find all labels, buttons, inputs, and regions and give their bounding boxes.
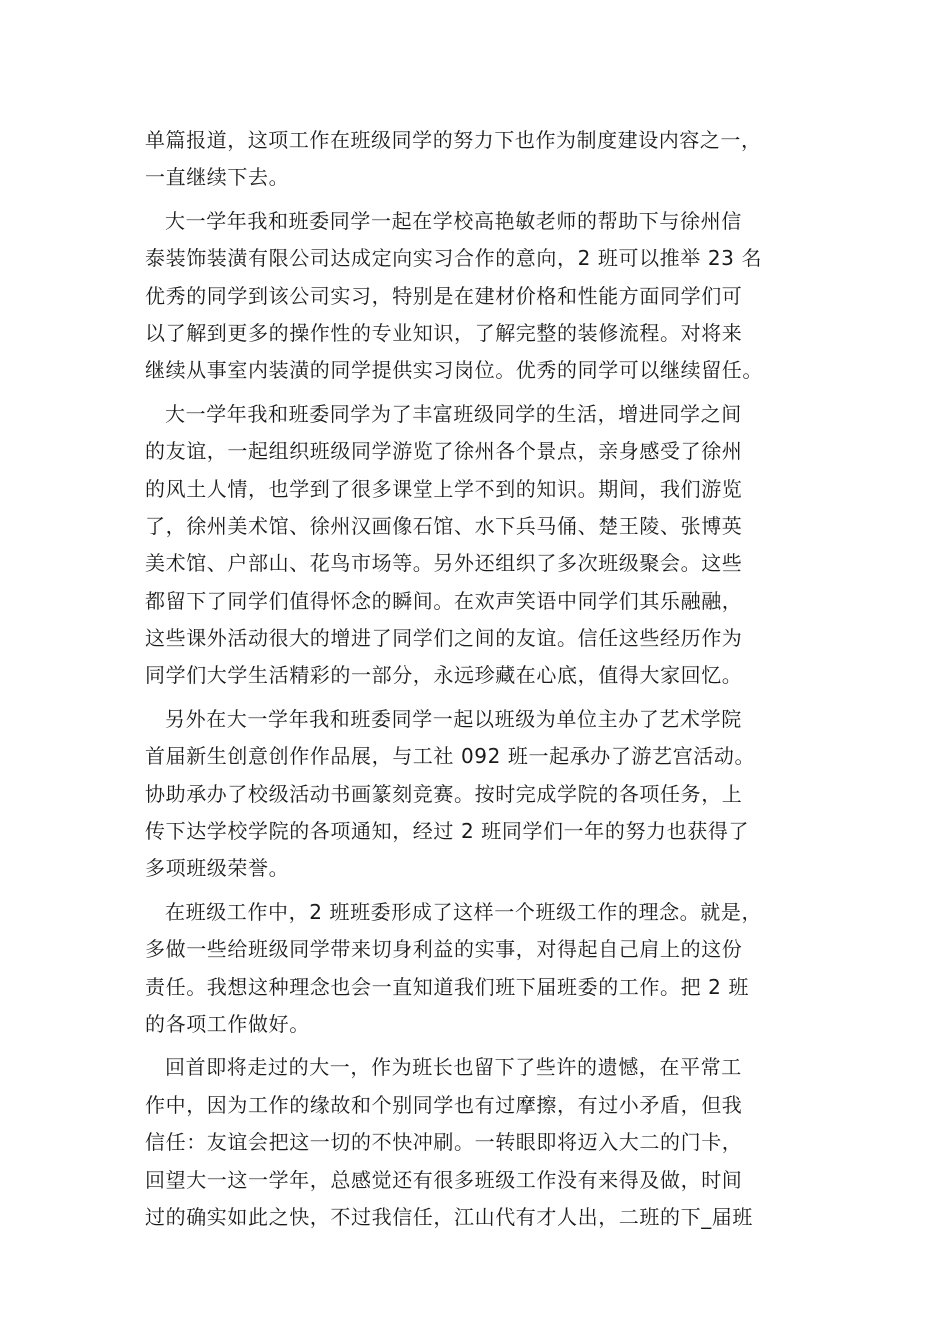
text-line: 多项班级荣誉。 xyxy=(145,856,290,881)
text-line: 另外在大一学年我和班委同学一起以班级为单位主办了艺术学院 xyxy=(165,706,742,731)
text-line: 的风土人情，也学到了很多课堂上学不到的知识。期间，我们游览 xyxy=(145,476,743,501)
text-line: 优秀的同学到该公司实习，特别是在建材价格和性能方面同学们可 xyxy=(145,283,743,308)
text-line: 美术馆、户部山、花鸟市场等。另外还组织了多次班级聚会。这些 xyxy=(145,551,743,576)
text-line: 回首即将走过的大一，作为班长也留下了些许的遗憾，在平常工 xyxy=(165,1055,742,1080)
text-line: 大一学年我和班委同学一起在学校高艳敏老师的帮助下与徐州信 xyxy=(165,208,742,233)
text-line: 泰装饰装潢有限公司达成定向实习合作的意向，2 班可以推举 23 名 xyxy=(145,246,763,271)
text-line: 继续从事室内装潢的同学提供实习岗位。优秀的同学可以继续留任。 xyxy=(145,358,763,383)
text-line: 作中，因为工作的缘故和个别同学也有过摩擦，有过小矛盾，但我 xyxy=(145,1092,743,1117)
text-line: 的友谊，一起组织班级同学游览了徐州各个景点，亲身感受了徐州 xyxy=(145,439,743,464)
text-line: 过的确实如此之快，不过我信任，江山代有才人出，二班的下_届班 xyxy=(145,1204,753,1229)
text-line: 多做一些给班级同学带来切身利益的实事，对得起自己肩上的这份 xyxy=(145,937,743,962)
document-body xyxy=(145,122,825,1236)
text-line: 的各项工作做好。 xyxy=(145,1011,310,1036)
text-line: 了，徐州美术馆、徐州汉画像石馆、水下兵马俑、楚王陵、张博英 xyxy=(145,513,743,538)
text-line: 首届新生创意创作作品展，与工社 092 班一起承办了游艺宫活动。 xyxy=(145,744,756,769)
text-line: 大一学年我和班委同学为了丰富班级同学的生活，增进同学之间 xyxy=(165,401,742,426)
text-line: 都留下了同学们值得怀念的瞬间。在欢声笑语中同学们其乐融融， xyxy=(145,588,743,613)
text-line: 责任。我想这种理念也会一直知道我们班下届班委的工作。把 2 班 xyxy=(145,974,750,999)
text-line: 这些课外活动很大的增进了同学们之间的友谊。信任这些经历作为 xyxy=(145,626,743,651)
text-line: 信任：友谊会把这一切的不快冲刷。一转眼即将迈入大二的门卡， xyxy=(145,1130,743,1155)
text-line: 协助承办了校级活动书画篆刻竞赛。按时完成学院的各项任务，上 xyxy=(145,781,743,806)
text-line: 单篇报道，这项工作在班级同学的努力下也作为制度建设内容之一， xyxy=(145,128,762,152)
text-line: 一直继续下去。 xyxy=(145,165,290,190)
text-line: 传下达学校学院的各项通知，经过 2 班同学们一年的努力也获得了 xyxy=(145,819,750,844)
text-line: 在班级工作中，2 班班委形成了这样一个班级工作的理念。就是， xyxy=(165,899,763,924)
text-line: 同学们大学生活精彩的一部分，永远珍藏在心底，值得大家回忆。 xyxy=(145,663,743,688)
text-line: 回望大一这一学年，总感觉还有很多班级工作没有来得及做，时间 xyxy=(145,1167,743,1192)
text-line: 以了解到更多的操作性的专业知识，了解完整的装修流程。对将来 xyxy=(145,320,743,345)
